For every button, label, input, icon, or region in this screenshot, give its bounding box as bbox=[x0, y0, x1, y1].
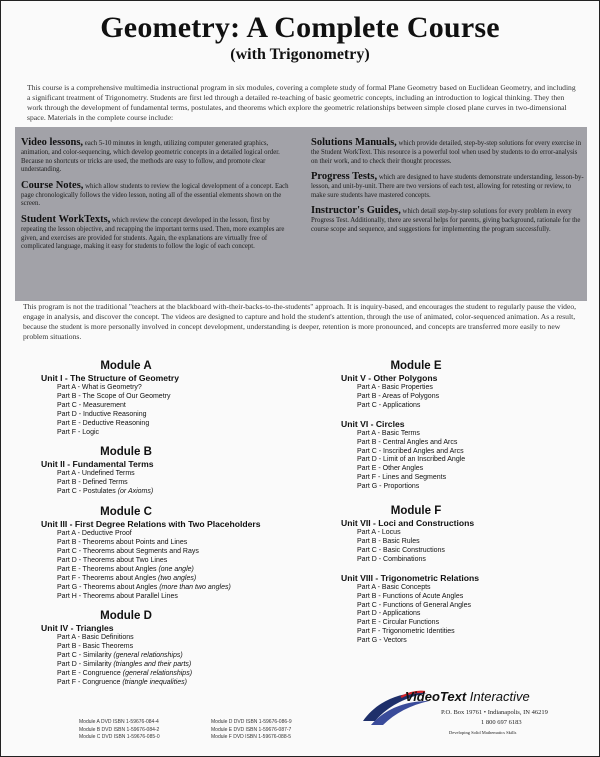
part-label: Part A - Undefined Terms bbox=[57, 470, 135, 478]
part-item bbox=[41, 661, 311, 670]
unit-title: Unit VII - Loci and Constructions bbox=[341, 518, 475, 529]
spacer bbox=[341, 411, 571, 419]
feature-heading: Progress Tests, bbox=[311, 171, 378, 183]
page-subtitle: (with Trigonometry) bbox=[230, 46, 370, 63]
part-item bbox=[341, 483, 571, 492]
part-label: Part D - Similarity bbox=[57, 661, 114, 669]
part-note: (one angle) bbox=[158, 565, 194, 573]
publisher-tagline: Developing Solid Mathematics Skills bbox=[449, 730, 517, 735]
feature-text: which provide detailed, step-by-step solutions for every exercise in the Student WorkText. This resource is a powerful tool when used by students to do error-analysis on their work, and to check their thought processes. bbox=[311, 140, 581, 165]
part-item bbox=[41, 402, 311, 411]
part-label: Part D - Limit of an Inscribed Angle bbox=[357, 456, 466, 464]
module-block bbox=[41, 359, 311, 437]
part-item bbox=[41, 566, 311, 575]
part-item bbox=[341, 619, 571, 628]
part-item bbox=[41, 652, 311, 661]
part-item bbox=[341, 593, 571, 602]
module-title: Module D bbox=[100, 610, 152, 623]
feature-heading: Student WorkTexts, bbox=[21, 213, 111, 225]
part-label: Part A - Basic Terms bbox=[357, 429, 420, 437]
part-item bbox=[341, 448, 571, 457]
unit-title: Unit IV - Triangles bbox=[41, 623, 114, 634]
part-label: Part C - Measurement bbox=[57, 401, 126, 409]
part-item bbox=[341, 529, 571, 538]
materials-column-right bbox=[311, 137, 585, 240]
part-item bbox=[41, 643, 311, 652]
feature-student-worktexts bbox=[21, 214, 295, 252]
part-label: Part G - Vectors bbox=[357, 637, 407, 645]
part-label: Part A - Deductive Proof bbox=[57, 530, 132, 538]
unit-title: Unit VIII - Trigonometric Relations bbox=[341, 572, 479, 583]
part-label: Part D - Applications bbox=[357, 610, 421, 618]
module-block bbox=[341, 504, 571, 646]
part-note: (or Axioms) bbox=[117, 488, 154, 496]
part-item bbox=[341, 474, 571, 483]
part-label: Part B - Functions of Acute Angles bbox=[357, 592, 464, 600]
part-label: Part E - Circular Functions bbox=[357, 619, 440, 627]
isbn-list-right bbox=[211, 719, 292, 742]
part-label: Part D - Combinations bbox=[357, 555, 426, 563]
part-label: Part D - Inductive Reasoning bbox=[57, 410, 147, 418]
part-label: Part E - Other Angles bbox=[357, 465, 424, 473]
part-item bbox=[41, 584, 311, 593]
isbn-list-left bbox=[79, 719, 160, 742]
part-label: Part C - Basic Constructions bbox=[357, 546, 445, 554]
part-label: Part C - Postulates bbox=[57, 488, 118, 496]
isbn-line: Module B DVD ISBN 1-59676-084-2 bbox=[79, 726, 160, 733]
feature-text: which detail step-by-step solutions for every problem in every Progress Test. Additionally, there are several helps for parents, giving background, rationale for the course scope and sequence, and suggestions for implementing the program successfully. bbox=[311, 208, 581, 233]
part-item bbox=[341, 602, 571, 611]
part-label: Part H - Theorems about Parallel Lines bbox=[57, 592, 178, 600]
feature-heading: Solutions Manuals, bbox=[311, 137, 397, 148]
spacer bbox=[41, 601, 311, 609]
part-label: Part C - Inscribed Angles and Arcs bbox=[357, 447, 464, 455]
part-item bbox=[341, 384, 571, 393]
part-label: Part D - Theorems about Two Lines bbox=[57, 556, 168, 564]
part-item bbox=[341, 547, 571, 556]
part-item bbox=[41, 429, 311, 438]
part-item bbox=[41, 530, 311, 539]
feature-heading: Instructor's Guides, bbox=[311, 205, 401, 217]
part-note: (triangles and their parts) bbox=[113, 661, 192, 669]
part-note: (general relationships) bbox=[113, 652, 183, 660]
part-item bbox=[41, 479, 311, 488]
part-label: Part B - Basic Theorems bbox=[57, 643, 134, 651]
spacer bbox=[341, 565, 571, 573]
part-item bbox=[41, 420, 311, 429]
part-item bbox=[41, 393, 311, 402]
module-title: Module B bbox=[100, 446, 152, 459]
part-item bbox=[341, 610, 571, 619]
part-item bbox=[41, 679, 311, 688]
feature-progress-tests bbox=[311, 171, 585, 200]
feature-heading: Course Notes, bbox=[21, 179, 84, 191]
part-item bbox=[41, 557, 311, 566]
part-label: Part C - Theorems about Segments and Rays bbox=[57, 547, 199, 555]
part-item bbox=[341, 538, 571, 547]
publisher-name bbox=[405, 689, 530, 704]
intro-paragraph: This course is a comprehensive multimedia instructional program in six modules, covering a complete study of formal Plane Geometry based on Euclidean Geometry, and including a significant treatment of Trigonometry. Students are first led through a detailed re-teaching of basic geometric concepts, including an introduction to logical thinking. They then work through the development of fundamental terms, postulates, and theorems which explore the geometric relationships between simple closed plane curves in two-dimensional space. Materials in the complete course include: bbox=[27, 83, 576, 122]
part-label: Part B - Central Angles and Arcs bbox=[357, 438, 458, 446]
part-item bbox=[41, 488, 311, 497]
module-block bbox=[341, 359, 571, 492]
part-item bbox=[341, 637, 571, 646]
part-item bbox=[341, 628, 571, 637]
module-title: Module C bbox=[100, 506, 152, 519]
part-label: Part A - Basic Definitions bbox=[57, 634, 134, 642]
part-item bbox=[341, 584, 571, 593]
part-item bbox=[341, 556, 571, 565]
part-label: Part B - Theorems about Points and Lines bbox=[57, 539, 188, 547]
feature-video-lessons bbox=[21, 137, 295, 175]
module-block bbox=[41, 609, 311, 687]
feature-course-notes bbox=[21, 180, 295, 209]
part-label: Part B - Basic Rules bbox=[357, 537, 420, 545]
isbn-line: Module E DVD ISBN 1-59676-087-7 bbox=[211, 726, 292, 733]
part-label: Part E - Deductive Reasoning bbox=[57, 419, 150, 427]
approach-paragraph: This program is not the traditional "teachers at the blackboard with-their-backs-to-the-students" approach. It is inquiry-based, and encourages the student to regularly pause the video, engage in analysis, and discover the concept. The videos are designed to capture and hold the student's attention, through the use of animated, color-sequenced animation. As a result, because the student is more personally involved in concept development, understanding is deeper, retention is more pronounced, and concepts are transferred more easily to new problem situations. bbox=[23, 302, 577, 341]
part-label: Part E - Congruence bbox=[57, 670, 123, 678]
part-item bbox=[341, 430, 571, 439]
unit-title: Unit II - Fundamental Terms bbox=[41, 459, 154, 470]
part-item bbox=[341, 393, 571, 402]
unit-title: Unit I - The Structure of Geometry bbox=[41, 373, 179, 383]
part-note: (triangle inequalities) bbox=[122, 678, 187, 686]
spacer bbox=[41, 497, 311, 505]
part-label: Part A - Locus bbox=[357, 529, 401, 537]
part-note: (general relationships) bbox=[122, 670, 193, 678]
part-label: Part E - Theorems about Angles bbox=[57, 565, 159, 573]
module-block bbox=[41, 445, 311, 497]
part-label: Part A - Basic Concepts bbox=[357, 583, 431, 591]
spacer bbox=[41, 437, 311, 445]
unit-title: Unit III - First Degree Relations with Two Placeholders bbox=[41, 519, 261, 530]
module-title: Module F bbox=[390, 505, 442, 518]
part-label: Part B - The Scope of Our Geometry bbox=[57, 392, 171, 400]
feature-text: each 5-10 minutes in length, utilizing computer generated graphics, animation, and color-sequencing, which develop geometric concepts in a detailed logical order. Because no shortcuts or tricks are used, the methods are easy to follow, and promote clear understanding. bbox=[21, 140, 280, 174]
part-label: Part C - Functions of General Angles bbox=[357, 601, 471, 609]
feature-text: which allow students to review the logical development of a concept. Each page chronologically follows the video lesson, noting all of the essential elements shown on the screen. bbox=[21, 182, 289, 208]
part-note: (two angles) bbox=[158, 574, 197, 582]
isbn-line: Module A DVD ISBN 1-59676-084-4 bbox=[79, 719, 159, 725]
part-label: Part F - Lines and Segments bbox=[357, 474, 447, 482]
part-label: Part G - Proportions bbox=[357, 483, 420, 491]
part-label: Part G - Theorems about Angles bbox=[57, 583, 160, 591]
part-label: Part B - Areas of Polygons bbox=[357, 392, 440, 400]
publisher-logo bbox=[361, 687, 576, 749]
part-item bbox=[341, 439, 571, 448]
unit-title: Unit V - Other Polygons bbox=[341, 373, 438, 383]
feature-instructors-guides bbox=[311, 205, 585, 234]
isbn-line: Module C DVD ISBN 1-59676-085-0 bbox=[79, 734, 160, 740]
module-title: Module E bbox=[390, 360, 442, 372]
part-item bbox=[341, 465, 571, 474]
publisher-name-italic: Interactive bbox=[469, 689, 530, 704]
part-label: Part B - Defined Terms bbox=[57, 479, 128, 487]
part-item bbox=[41, 575, 311, 584]
part-item bbox=[41, 670, 311, 679]
part-item bbox=[41, 539, 311, 548]
part-item bbox=[41, 411, 311, 420]
feature-text: which are designed to have students demonstrate understanding, lesson-by-lesson, and unit-by-unit. There are two versions of each test, allowing for retesting or review, to make sure students have mastered concepts. bbox=[311, 174, 584, 199]
part-note: (more than two angles) bbox=[159, 583, 231, 591]
part-label: Part F - Logic bbox=[57, 428, 100, 436]
part-item bbox=[41, 470, 311, 479]
materials-column-left bbox=[21, 137, 295, 257]
modules-column-right bbox=[341, 359, 571, 646]
part-label: Part F - Trigonometric Identities bbox=[357, 628, 455, 636]
part-item bbox=[341, 456, 571, 465]
part-label: Part F - Theorems about Angles bbox=[57, 574, 159, 582]
part-label: Part A - Basic Properties bbox=[357, 384, 433, 391]
feature-solutions-manuals bbox=[311, 137, 585, 166]
publisher-phone: 1 800 697 6183 bbox=[481, 719, 522, 726]
modules-column-left bbox=[41, 359, 311, 688]
publisher-name-plain: VideoText bbox=[405, 689, 470, 704]
part-item bbox=[41, 384, 311, 393]
part-label: Part A - What is Geometry? bbox=[57, 384, 142, 391]
module-block bbox=[41, 505, 311, 601]
feature-text: which review the concept developed in the lesson, first by repeating the lesson objective, and recapping the important terms used. Then, more examples are given, and exercises are provided for students. Again, the explanations are virtually free of complicated language, making it easy for students to follow the logic of each concept. bbox=[21, 216, 285, 251]
publisher-address: P.O. Box 19761 • Indianapolis, IN 46219 bbox=[441, 709, 548, 716]
part-item bbox=[41, 548, 311, 557]
part-item bbox=[341, 402, 571, 411]
unit-title: Unit VI - Circles bbox=[341, 418, 405, 429]
part-label: Part C - Similarity bbox=[57, 652, 114, 660]
feature-heading: Video lessons, bbox=[21, 137, 84, 148]
isbn-line: Module F DVD ISBN 1-59676-088-5 bbox=[211, 734, 292, 740]
isbn-line: Module D DVD ISBN 1-59676-086-9 bbox=[211, 719, 292, 725]
module-title: Module A bbox=[100, 360, 152, 372]
part-item bbox=[41, 634, 311, 643]
part-item bbox=[41, 593, 311, 602]
part-label: Part F - Congruence bbox=[57, 678, 123, 686]
spacer bbox=[341, 492, 571, 504]
part-label: Part C - Applications bbox=[357, 401, 421, 409]
page-title: Geometry: A Complete Course bbox=[100, 11, 500, 44]
